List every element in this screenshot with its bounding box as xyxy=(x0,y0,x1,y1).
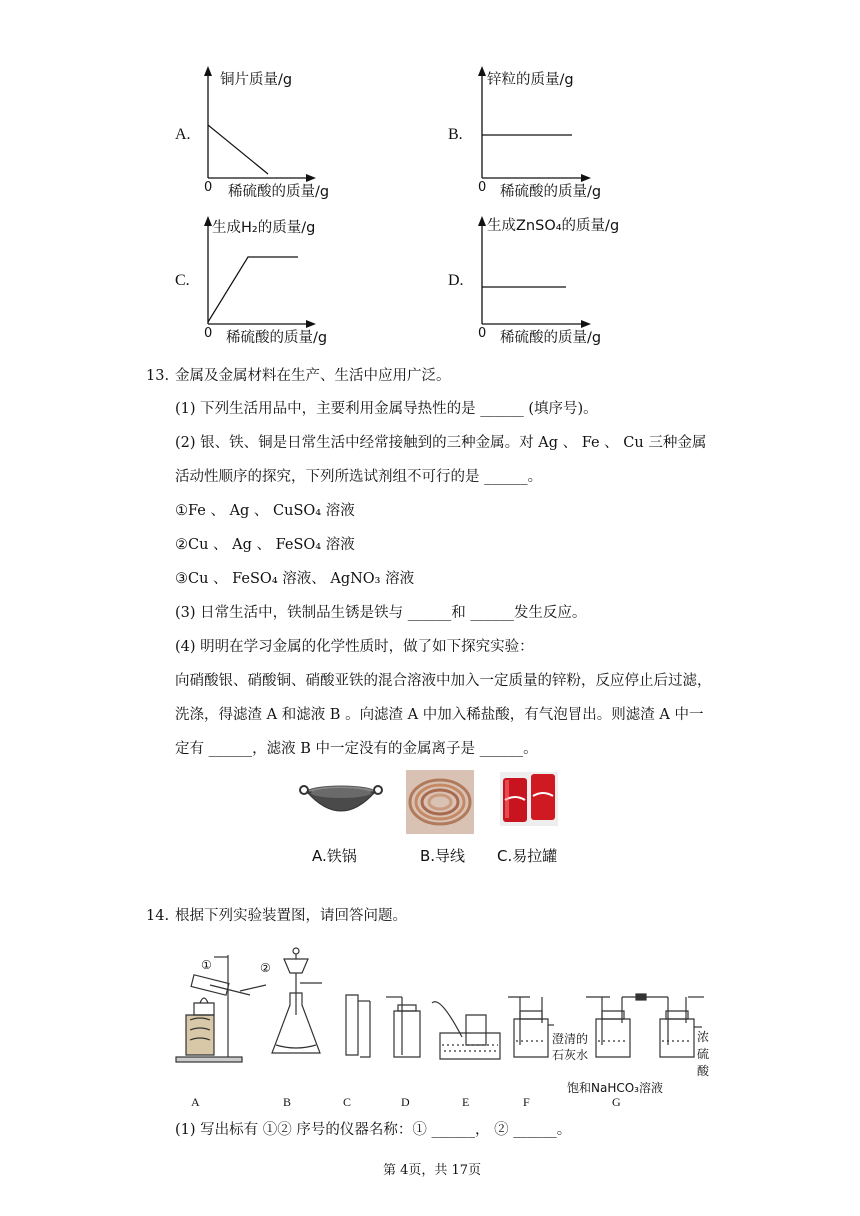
apparatus-label-f: F xyxy=(523,1095,530,1109)
apparatus-label-e: E xyxy=(462,1095,470,1109)
y-axis-label: 铜片质量/g xyxy=(220,72,293,88)
option-label: C. xyxy=(175,272,190,289)
origin-label: 0 xyxy=(478,180,487,195)
question-number: 13. xyxy=(146,368,170,384)
x-axis-label: 稀硫酸的质量/g xyxy=(228,184,330,200)
option-label: D. xyxy=(448,272,464,289)
wok-image xyxy=(300,778,382,828)
image-caption-c: C.易拉罐 xyxy=(497,847,558,865)
marker-1: ① xyxy=(201,958,212,972)
apparatus-label-b: B xyxy=(283,1095,292,1109)
image-caption-b: B.导线 xyxy=(420,847,466,865)
origin-label: 0 xyxy=(204,180,213,195)
annotation-conc-1: 浓 xyxy=(697,1030,710,1044)
q13-option-1: ①Fe 、 Ag 、 CuSO₄ 溶液 xyxy=(175,503,355,519)
apparatus-diagram xyxy=(170,945,730,1075)
y-axis-label: 生成H₂的质量/g xyxy=(212,220,316,236)
annotation-limewater-1: 澄清的 xyxy=(552,1032,589,1046)
can-image xyxy=(500,772,558,826)
origin-label: 0 xyxy=(478,326,487,341)
annotation-nahco3: 饱和NaHCO₃溶液 xyxy=(567,1081,663,1095)
apparatus-e xyxy=(432,1002,500,1059)
annotation-limewater-2: 石灰水 xyxy=(552,1048,589,1062)
apparatus-f xyxy=(508,997,554,1057)
annotation-conc-3: 酸 xyxy=(697,1064,710,1078)
q13-line-5: (4) 明明在学习金属的化学性质时，做了如下探究实验： xyxy=(175,639,534,655)
apparatus-g xyxy=(586,994,704,1057)
apparatus-label-d: D xyxy=(401,1095,410,1109)
x-axis-label: 稀硫酸的质量/g xyxy=(500,330,602,346)
apparatus-label-g: G xyxy=(612,1095,621,1109)
option-label: B. xyxy=(448,126,463,143)
apparatus-a xyxy=(176,955,266,1062)
apparatus-d xyxy=(386,997,420,1057)
apparatus-label-a: A xyxy=(191,1095,200,1109)
annotation-conc-2: 硫 xyxy=(697,1047,710,1061)
y-axis-label: 锌粒的质量/g xyxy=(487,72,574,88)
apparatus-label-c: C xyxy=(343,1095,352,1109)
page-footer: 第 4页，共 17页 xyxy=(383,1163,482,1178)
q13-line-6: 向硝酸银、硝酸铜、硝酸亚铁的混合溶液中加入一定质量的锌粉，反应停止后过滤， xyxy=(175,673,712,689)
wire-image xyxy=(406,770,474,834)
origin-label: 0 xyxy=(204,326,213,341)
q14-question-1: (1) 写出标有 ①② 序号的仪器名称：① ______， ② ______。 xyxy=(175,1122,572,1138)
q13-option-2: ②Cu 、 Ag 、 FeSO₄ 溶液 xyxy=(175,537,355,553)
q13-line-1: (1) 下列生活用品中，主要利用金属导热性的是 ______ (填序号)。 xyxy=(175,401,598,417)
q13-line-7: 洗涤，得滤渣 A 和滤液 B 。向滤渣 A 中加入稀盐酸，有气泡冒出。则滤渣 A 中一 xyxy=(175,707,704,723)
apparatus-c xyxy=(346,995,370,1057)
q13-line-4: (3) 日常生活中，铁制品生锈是铁与 ______和 ______发生反应。 xyxy=(175,605,587,621)
q13-option-3: ③Cu 、 FeSO₄ 溶液、 AgNO₃ 溶液 xyxy=(175,571,415,587)
image-caption-a: A.铁锅 xyxy=(312,847,357,865)
q13-line-8: 定有 ______，滤液 B 中一定没有的金属离子是 ______。 xyxy=(175,741,538,757)
x-axis-label: 稀硫酸的质量/g xyxy=(500,184,602,200)
apparatus-b xyxy=(272,948,322,1053)
option-label: A. xyxy=(175,126,191,143)
x-axis-label: 稀硫酸的质量/g xyxy=(226,330,328,346)
q13-line-2: (2) 银、铁、铜是日常生活中经常接触到的三种金属。对 Ag 、 Fe 、 Cu 三种金属 xyxy=(175,435,707,451)
question-stem: 根据下列实验装置图，请回答问题。 xyxy=(175,908,407,924)
question-number: 14. xyxy=(146,908,170,924)
y-axis-label: 生成ZnSO₄的质量/g xyxy=(487,218,620,234)
graph-d-axes xyxy=(0,0,860,400)
marker-2: ② xyxy=(260,961,271,975)
question-stem: 金属及金属材料在生产、生活中应用广泛。 xyxy=(175,368,451,384)
q13-line-3: 活动性顺序的探究，下列所选试剂组不可行的是 ______。 xyxy=(175,469,543,485)
